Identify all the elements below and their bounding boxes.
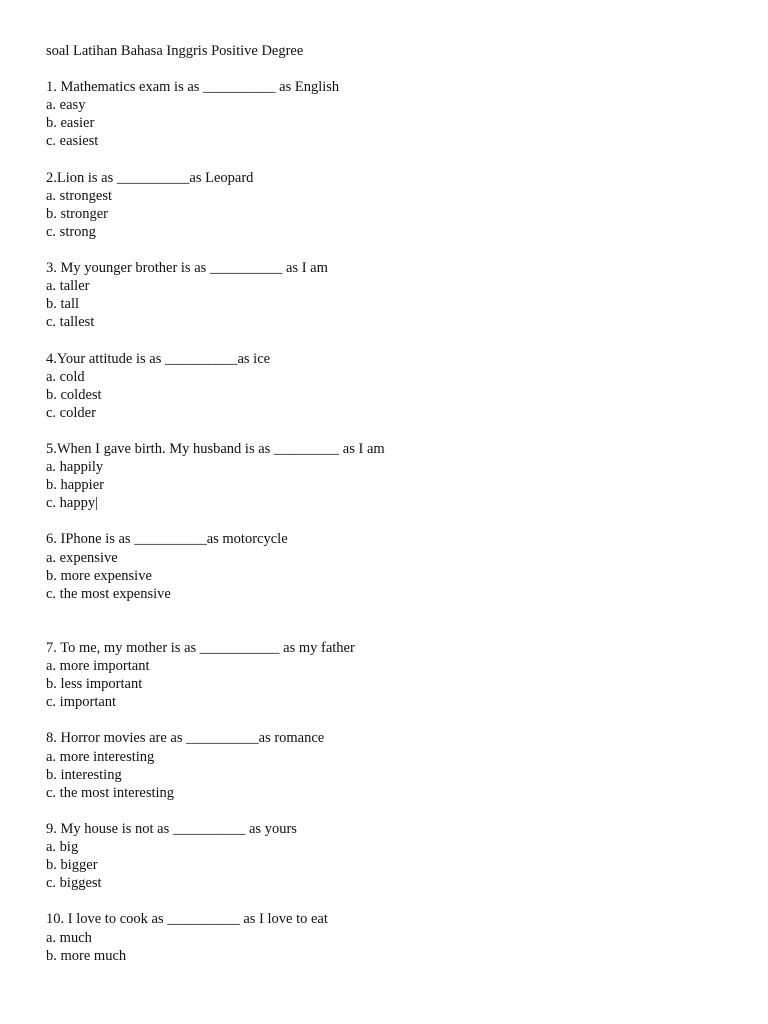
answer-option: a. cold <box>46 368 85 385</box>
question-text: 4.Your attitude is as __________as ice <box>46 350 271 367</box>
question-block <box>46 910 746 964</box>
question-text: 10. I love to cook as __________ as I love to eat <box>46 911 328 928</box>
answer-option: b. interesting <box>46 766 122 783</box>
answer-option: a. strongest <box>46 187 113 204</box>
answer-option: c. happy| <box>46 495 99 512</box>
answer-option: b. less important <box>46 676 143 693</box>
question-text: 7. To me, my mother is as ___________ as my father <box>46 640 355 656</box>
answer-option: c. strong <box>46 223 96 240</box>
question-text: 6. IPhone is as __________as motorcycle <box>46 531 288 548</box>
question-block <box>46 729 746 801</box>
answer-option: a. more important <box>46 658 150 675</box>
question-block <box>46 78 746 150</box>
answer-option: c. the most expensive <box>46 585 171 602</box>
question-block <box>46 259 746 331</box>
question-block <box>46 820 746 892</box>
document-page <box>46 42 746 983</box>
answer-option: a. much <box>46 929 92 946</box>
answer-option: b. tall <box>46 296 80 313</box>
question-list <box>46 78 746 965</box>
answer-option: b. coldest <box>46 386 102 403</box>
question-text: 8. Horror movies are as __________as romance <box>46 730 325 747</box>
answer-option: a. more interesting <box>46 748 155 765</box>
answer-option: b. more expensive <box>46 567 152 584</box>
answer-option: b. more much <box>46 947 127 964</box>
answer-option: a. happily <box>46 459 104 476</box>
page-title: soal Latihan Bahasa Inggris Positive Degree <box>46 43 304 59</box>
question-text: 2.Lion is as __________as Leopard <box>46 169 254 186</box>
question-block <box>46 639 746 711</box>
answer-option: a. taller <box>46 278 90 295</box>
answer-option: a. big <box>46 839 79 856</box>
question-text: 3. My younger brother is as __________ as I am <box>46 260 328 277</box>
answer-option: a. easy <box>46 97 86 114</box>
answer-option: b. bigger <box>46 857 98 874</box>
answer-option: c. biggest <box>46 875 102 892</box>
question-text: 9. My house is not as __________ as yours <box>46 820 297 837</box>
answer-option: c. colder <box>46 404 96 421</box>
answer-option: b. happier <box>46 477 104 494</box>
answer-option: c. important <box>46 694 117 711</box>
question-block <box>46 530 746 602</box>
question-block <box>46 350 746 422</box>
answer-option: c. the most interesting <box>46 784 175 801</box>
question-text: 5.When I gave birth. My husband is as _________ as I am <box>46 440 385 457</box>
answer-option: a. expensive <box>46 549 118 566</box>
question-block <box>46 440 746 512</box>
answer-option: c. easiest <box>46 133 99 150</box>
answer-option: b. stronger <box>46 205 109 222</box>
question-text: 1. Mathematics exam is as __________ as English <box>46 79 340 96</box>
answer-option: b. easier <box>46 115 95 132</box>
question-block <box>46 169 746 241</box>
answer-option: c. tallest <box>46 314 95 331</box>
